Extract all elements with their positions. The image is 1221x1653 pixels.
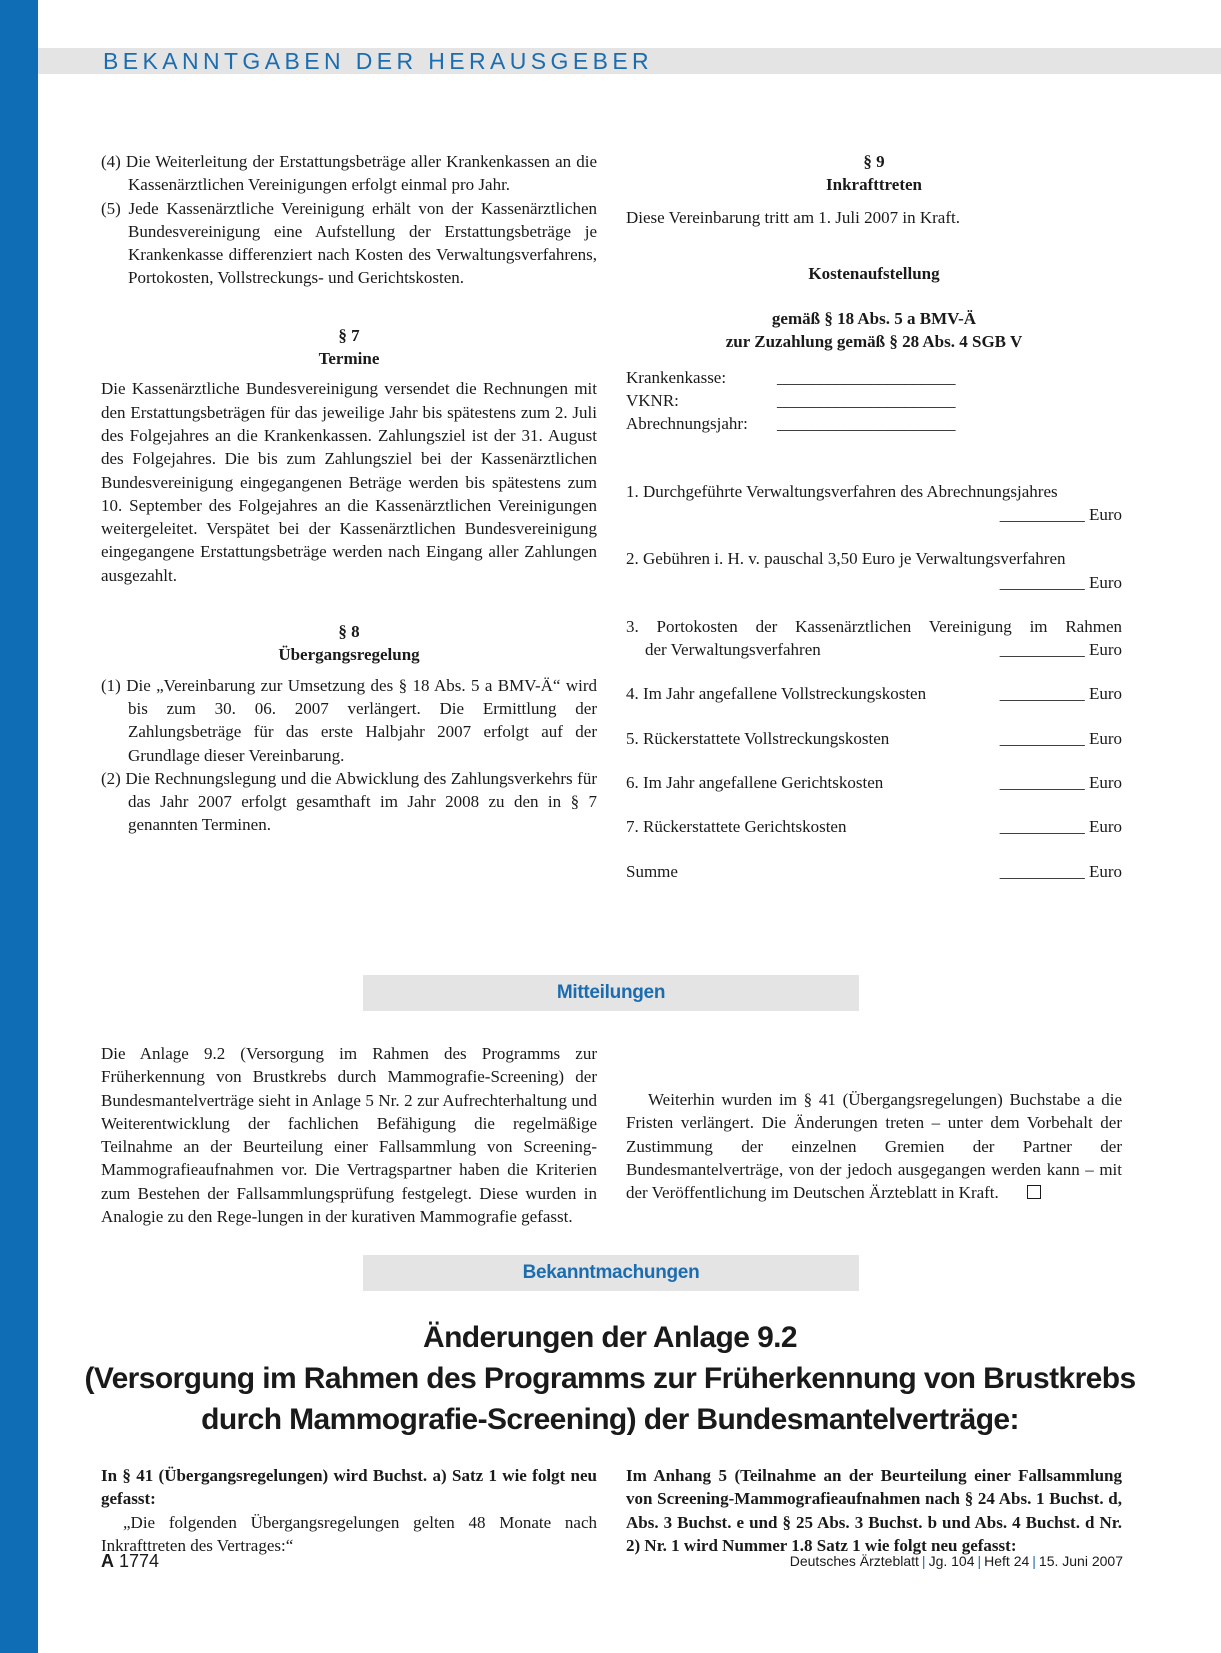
cost-item-text: 6. Im Jahr angefallene Gerichtskosten: [626, 773, 884, 793]
section-8-number: § 8: [338, 622, 360, 642]
separator: |: [977, 1553, 982, 1569]
cost-item-text: Summe: [626, 861, 678, 881]
journal-issue: Heft 24: [984, 1553, 1030, 1569]
field-abrechnungsjahr: [626, 412, 1122, 435]
separator: |: [921, 1553, 926, 1569]
announcement-title: [60, 1317, 1160, 1440]
section-7-number: § 7: [338, 325, 360, 345]
kosten-subtitle-2: zur Zuzahlung gemäß § 28 Abs. 4 SGB V: [725, 332, 1023, 352]
cost-item-5: [626, 727, 1122, 750]
section-8-title: Übergangsregelung: [278, 645, 420, 665]
cost-item-text: 2. Gebühren i. H. v. pauschal 3,50 Euro je Verwaltungsverfahren: [626, 549, 1066, 569]
cost-item-blank: __________ Euro: [999, 684, 1122, 704]
cost-item-blank: __________ Euro: [999, 861, 1122, 881]
bekanntmachungen-band: Bekanntmachungen: [363, 1255, 859, 1291]
cost-item-4: [626, 682, 1122, 705]
paragraph-4: (4) Die Weiterleitung der Erstattungsbeträge aller Krankenkassen an die Kassenärztlichen Vereinigungen erfolgt einmal pro Jahr.: [101, 152, 597, 195]
section-header-title: BEKANNTGABEN DER HERAUSGEBER: [103, 48, 654, 74]
cost-item-2: [626, 547, 1122, 594]
cost-item-1: [626, 480, 1122, 527]
section-7-text: Die Kassenärztliche Bundesvereinigung versendet die Rechnungen mit den Erstattungsbeträgen für das jeweilige Jahr bis spätestens zum 2. Juli des Folgejahres an die Krankenkassen. Zahlungsziel ist der 31. August des Folgejahres. Die bis zum Zahlungsziel bei der Kassenärztlichen Bundesvereinigung eingegangenen Beträge werden bis spätestens zum 10. September des Folgejahres an die Kassenärztlichen Vereinigungen weitergeleitet. Verspätet bei der Kassenärztlichen Bundesvereinigung eingegangene Erstattungsbeträge werden nach Eingang aller Zahlungen ausgezahlt.: [101, 379, 597, 585]
cost-item-text-2: der Verwaltungsverfahren: [645, 640, 821, 660]
journal-name: Deutsches Ärzteblatt: [789, 1553, 919, 1569]
cost-item-7: [626, 815, 1122, 838]
cost-item-text: 5. Rückerstattete Vollstreckungskosten: [626, 728, 890, 748]
cost-item-summe: [626, 860, 1122, 883]
journal-date: 15. Juni 2007: [1038, 1553, 1123, 1569]
field-label: VKNR:: [626, 391, 679, 411]
left-column: [101, 150, 597, 837]
section-7-title: Termine: [318, 349, 380, 369]
mitteilungen-band: Mitteilungen: [363, 975, 859, 1011]
section-9-number: § 9: [863, 152, 885, 171]
cost-item-blank: __________ Euro: [999, 817, 1122, 837]
section-9-title: Inkrafttreten: [826, 175, 922, 195]
journal-volume: Jg. 104: [928, 1553, 975, 1569]
cost-item-6: [626, 771, 1122, 794]
cost-item-blank: __________ Euro: [999, 773, 1122, 793]
announcement-right-column: [626, 1464, 1122, 1557]
separator: |: [1032, 1553, 1036, 1569]
mitteilungen-right-text: [626, 1088, 1122, 1204]
paragraph-5: (5) Jede Kassenärztliche Vereinigung erhält von der Kassenärztlichen Bundesvereinigung eine Aufstellung der Erstattungsbeträge je Krankenkasse differenziert nach Kosten des Verwaltungsverfahrens, Portokosten, Vollstreckungs- und Gerichtskosten.: [101, 198, 597, 288]
cost-item-text: 4. Im Jahr angefallene Vollstreckungskosten: [626, 684, 927, 704]
field-label: Abrechnungsjahr:: [626, 414, 748, 434]
mitteilungen-right-column: [626, 1088, 1122, 1204]
cost-item-text: 7. Rückerstattete Gerichtskosten: [626, 817, 847, 837]
kosten-title: Kostenaufstellung: [808, 263, 940, 283]
announcement-right-bold: Im Anhang 5 (Teilnahme an der Beurteilung einer Fallsammlung von Screening-Mammografieaufnahmen nach § 24 Abs. 1 Buchst. d, Abs. 3 Buchst. e und § 25 Abs. 3 Buchst. b und Abs. 4 Buchst. d Nr. 2) Nr. 1 wird Nummer 1.8 Satz 1 wie folgt neu gefasst:: [626, 1466, 1122, 1555]
kosten-subtitle-1: gemäß § 18 Abs. 5 a BMV-Ä: [771, 309, 977, 329]
cost-item-3: [626, 615, 1122, 662]
field-krankenkasse: [626, 366, 1122, 389]
section-8-item-2: (2) Die Rechnungslegung und die Abwicklung des Zahlungsverkehrs für das Jahr 2007 erfolgt gesamthaft im Jahr 2008 zu den in § 7 genannten Terminen.: [101, 768, 597, 835]
announcement-left-column: [101, 1464, 597, 1557]
mitteilungen-left-text: Die Anlage 9.2 (Versorgung im Rahmen des Programms zur Früherkennung von Brustkrebs durch Mammografie-Screening) der Bundesmantelverträge sieht in Anlage 5 Nr. 2 zur Aufrechterhaltung und Weiterentwicklung der fachlichen Befähigung die regelmäßige Teilnahme an der Beurteilung einer Fallsammlung von Screening-Mammografieaufnahmen vor. Die Vertragspartner haben die Kriterien zum Bestehen der Fallsammlungsprüfung festgelegt. Diese wurden in Analogie zu den Rege-lungen in der kurativen Mammografie gefasst.: [101, 1044, 597, 1227]
mitteilungen-right-body: Weiterhin wurden im § 41 (Übergangsregelungen) Buchstabe a die Fristen verlängert. Die Änderungen treten – unter dem Vorbehalt der Zustimmung der einzelnen Gremien der Partner der Bundesmantelverträge, von der jedoch ausgegangen werden kann – mit der Veröffentlichung im Deutschen Ärzteblatt in Kraft.: [626, 1090, 1122, 1203]
right-column: [626, 150, 1122, 883]
sidebar-stripe: [0, 0, 38, 1653]
announcement-left-bold: In § 41 (Übergangsregelungen) wird Buchst. a) Satz 1 wie folgt neu gefasst:: [101, 1466, 597, 1509]
page-number: [101, 1551, 159, 1572]
cost-item-text: 1. Durchgeführte Verwaltungsverfahren des Abrechnungsjahres: [626, 481, 1058, 501]
announcement-title-line-1: Änderungen der Anlage 9.2: [423, 1321, 797, 1354]
cost-item-blank: __________ Euro: [999, 572, 1122, 592]
section-8-item-1: (1) Die „Vereinbarung zur Umsetzung des § 18 Abs. 5 a BMV-Ä“ wird bis zum 30. 06. 2007 verlängert. Die Ermittlung der Zahlungsbeträge für das erste Halbjahr 2007 erfolgt auf der Grundlage dieser Vereinbarung.: [101, 675, 597, 765]
section-9-text: Diese Vereinbarung tritt am 1. Juli 2007 in Kraft.: [626, 207, 960, 227]
field-blank: _____________________: [777, 391, 956, 411]
cost-item-blank: __________ Euro: [999, 504, 1122, 524]
page-prefix: A: [101, 1551, 114, 1571]
cost-item-text: 3. Portokosten der Kassenärztlichen Vereinigung im Rahmen: [626, 616, 1122, 636]
announcement-left-text: „Die folgenden Übergangsregelungen gelten 48 Monate nach Inkrafttreten des Vertrages:“: [101, 1512, 597, 1555]
cost-item-blank: __________ Euro: [999, 728, 1122, 748]
field-label: Krankenkasse:: [626, 367, 727, 387]
field-blank: _____________________: [777, 414, 956, 434]
announcement-title-line-3: durch Mammografie-Screening) der Bundesmantelverträge:: [201, 1403, 1019, 1436]
field-blank: _____________________: [777, 367, 956, 387]
field-vknr: [626, 389, 1122, 412]
announcement-title-line-2: (Versorgung im Rahmen des Programms zur Früherkennung von Brustkrebs: [84, 1362, 1136, 1395]
mitteilungen-left-column: [101, 1042, 597, 1228]
end-mark-box-icon: [1027, 1185, 1041, 1199]
cost-item-blank: __________ Euro: [999, 640, 1122, 660]
page-number-value: 1774: [119, 1551, 160, 1571]
journal-citation: [790, 1553, 1123, 1569]
